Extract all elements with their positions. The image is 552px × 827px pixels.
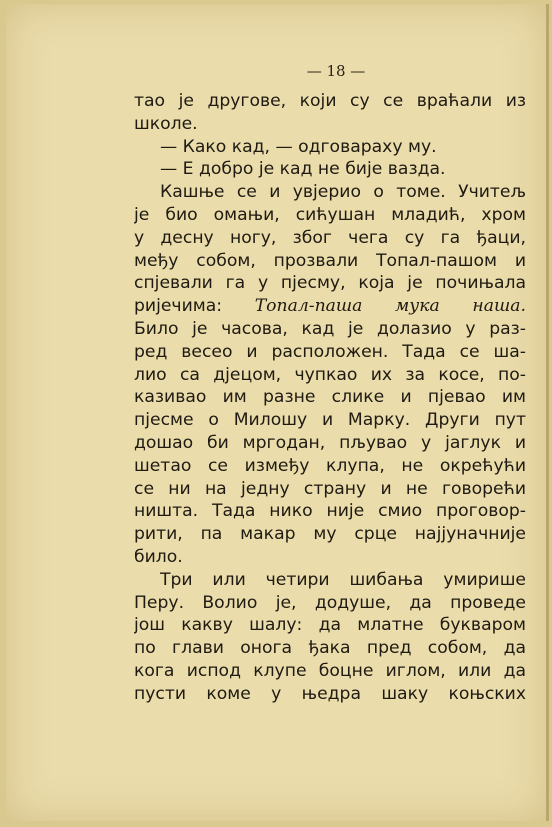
text-line: пјесме о Милошу и Марку. Други пут bbox=[134, 410, 526, 431]
text-line: ништа. Тада нико није смио проговор- bbox=[134, 501, 526, 522]
text-line: казивао им разне слике и пјевао им bbox=[134, 387, 526, 408]
text-line: лио са дјецом, чупкао их за косе, по- bbox=[134, 364, 526, 385]
text-line: у десну ногу, због чега су га ђаци, bbox=[134, 227, 526, 248]
text-line: се ни на једну страну и не говорећи bbox=[134, 478, 526, 499]
text-line-lead: ријечима: bbox=[134, 296, 223, 317]
text-line: по глави онога ђака пред собом, да bbox=[134, 638, 526, 659]
body-text bbox=[134, 90, 526, 706]
text-line: пусти коме у њедра шаку коњских bbox=[134, 683, 526, 704]
italic-quote: Топал-паша мука наша. bbox=[254, 296, 526, 317]
text-line: било. bbox=[134, 546, 183, 567]
text-line: Кашње се и увјерио о томе. Учитељ bbox=[160, 182, 526, 203]
text-line bbox=[134, 295, 526, 318]
text-line: дошао би мргодан, пљувао у јаглук и bbox=[134, 432, 526, 453]
page-number: — 18 — bbox=[306, 62, 366, 80]
text-line: Перу. Волио је, додуше, да проведе bbox=[134, 592, 526, 613]
book-page bbox=[6, 4, 549, 821]
text-line: међу собом, прозвали Топал-пашом и bbox=[134, 250, 526, 271]
text-line: ред весео и расположен. Тада се ша- bbox=[134, 341, 526, 362]
text-line: спјевали га у пјесму, која је почињала bbox=[134, 273, 526, 294]
text-line: кога испод клупе боцне иглом, или да bbox=[134, 660, 526, 681]
text-line: Три или четири шибања умирише bbox=[160, 569, 526, 590]
text-line: још какву шалу: да млатне букваром bbox=[134, 615, 526, 636]
text-line: — Е добро је кад не бије вазда. bbox=[160, 159, 446, 180]
text-line: рити, па макар му срце најјуначније bbox=[134, 524, 526, 545]
text-line: шетао се између клупа, не окрећући bbox=[134, 455, 526, 476]
text-line: Било је часова, кад је долазио у раз- bbox=[134, 318, 526, 339]
text-line: — Како кад, — одговараху му. bbox=[160, 136, 437, 157]
text-line: је био омањи, сићушан младић, хром bbox=[134, 204, 526, 225]
text-line: тао је другове, који су се враћали из bbox=[134, 91, 526, 111]
text-line: школе. bbox=[134, 113, 198, 134]
